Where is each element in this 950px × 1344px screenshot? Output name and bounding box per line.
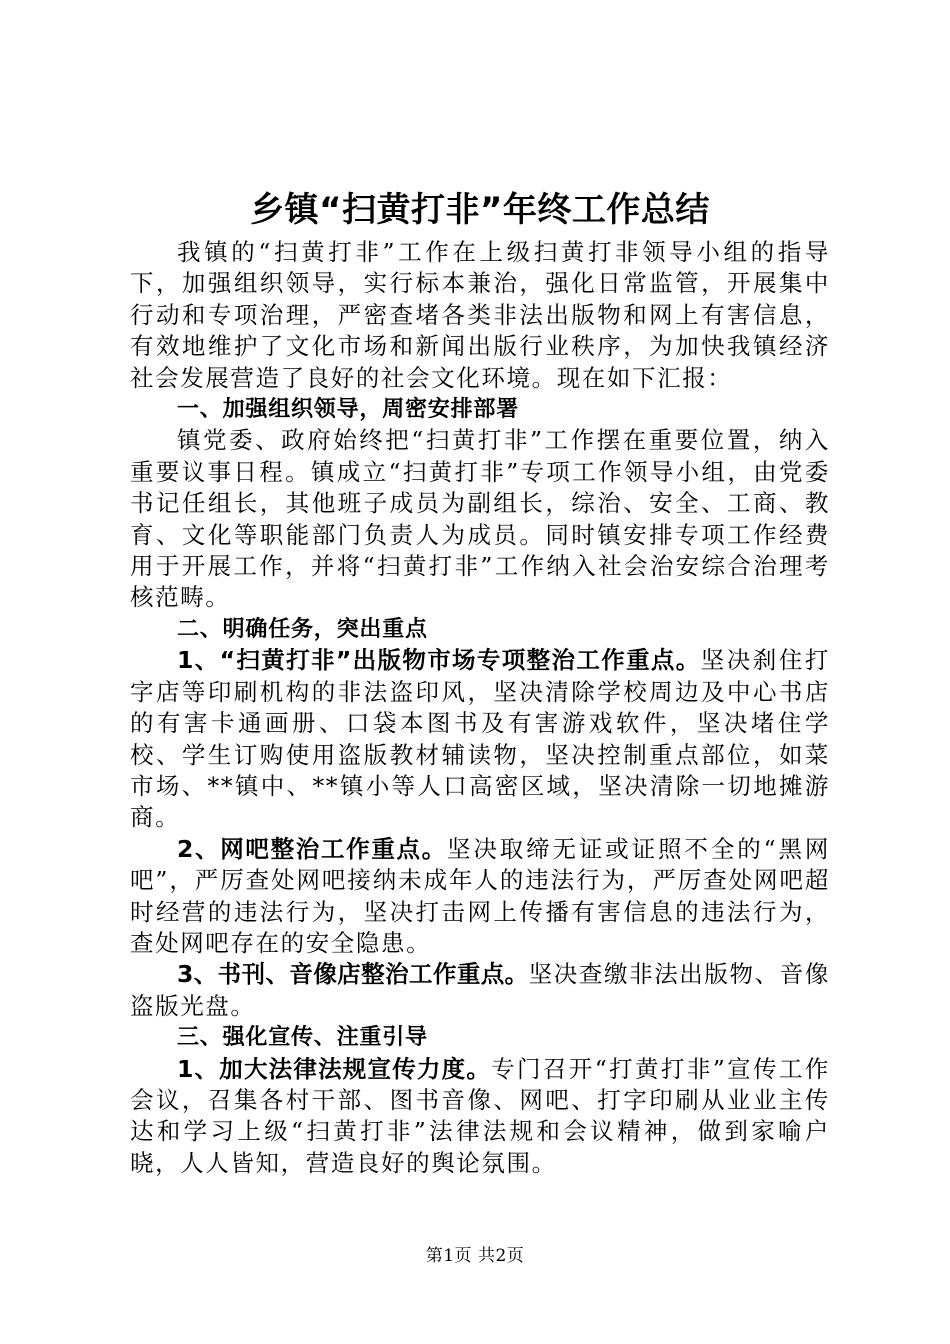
section-1-body: 镇党委、政府始终把“扫黄打非”工作摆在重要位置，纳入重要议事日程。镇成立“扫黄打非”专项工作领导小组，由党委书记任组长，其他班子成员为副组长，综治、安全、工商、教育、文化等职能部门负责人为成员。同时镇安排专项工作经费用于开展工作，并将“扫黄打非”工作纳入社会治安综合治理考核范畴。 [130, 426, 830, 612]
section-2-item-3-lead: 3、书刊、音像店整治工作重点。 [177, 960, 529, 989]
section-3-item-1 [130, 1054, 830, 1180]
document-page [130, 185, 830, 1179]
section-2-item-1-lead: 1、“扫黄打非”出版物市场专项整治工作重点。 [177, 646, 701, 675]
section-2-item-3 [130, 959, 830, 1022]
page-footer: 第1页 共2页 [425, 1246, 525, 1266]
intro-paragraph: 我镇的“扫黄打非”工作在上级扫黄打非领导小组的指导下，加强组织领导，实行标本兼治，强化日常监管，开展集中行动和专项治理，严密查堵各类非法出版物和网上有害信息，有效地维护了文化市场和新闻出版行业秩序，为加快我镇经济社会发展营造了良好的社会文化环境。现在如下汇报： [130, 238, 830, 392]
section-2-heading: 二、明确任务，突出重点 [177, 616, 428, 642]
section-2-item-2-lead: 2、网吧整治工作重点。 [177, 834, 447, 863]
section-3-heading: 三、强化宣传、注重引导 [177, 1025, 428, 1051]
section-2-item-1 [130, 645, 830, 833]
section-2-item-2 [130, 834, 830, 960]
section-2-item-3-body: 坚决查缴非法出版物、音像盗版光盘。 [130, 960, 830, 1020]
section-2-item-1-body: 坚决刹住打字店等印刷机构的非法盗印风，坚决清除学校周边及中心书店的有害卡通画册、口袋本图书及有害游戏软件，坚决堵住学校、学生订购使用盗版教材辅读物，坚决控制重点部位，如菜市场、**镇中、**镇小等人口高密区域，坚决清除一切地摊游商。 [130, 646, 830, 832]
document-title: 乡镇“扫黄打非”年终工作总结 [250, 190, 710, 230]
section-3-item-1-lead: 1、加大法律法规宣传力度。 [177, 1054, 492, 1083]
section-1-heading: 一、加强组织领导，周密安排部署 [177, 397, 520, 423]
section-2-item-2-body: 坚决取缔无证或证照不全的“黑网吧”，严厉查处网吧接纳未成年人的违法行为，严厉查处网吧超时经营的违法行为，坚决打击网上传播有害信息的违法行为，查处网吧存在的安全隐患。 [130, 834, 830, 957]
section-3-item-1-body: 专门召开“打黄打非”宣传工作会议，召集各村干部、图书音像、网吧、打字印刷从业业主传达和学习上级“扫黄打非”法律法规和会议精神，做到家喻户晓，人人皆知，营造良好的舆论氛围。 [130, 1054, 830, 1177]
